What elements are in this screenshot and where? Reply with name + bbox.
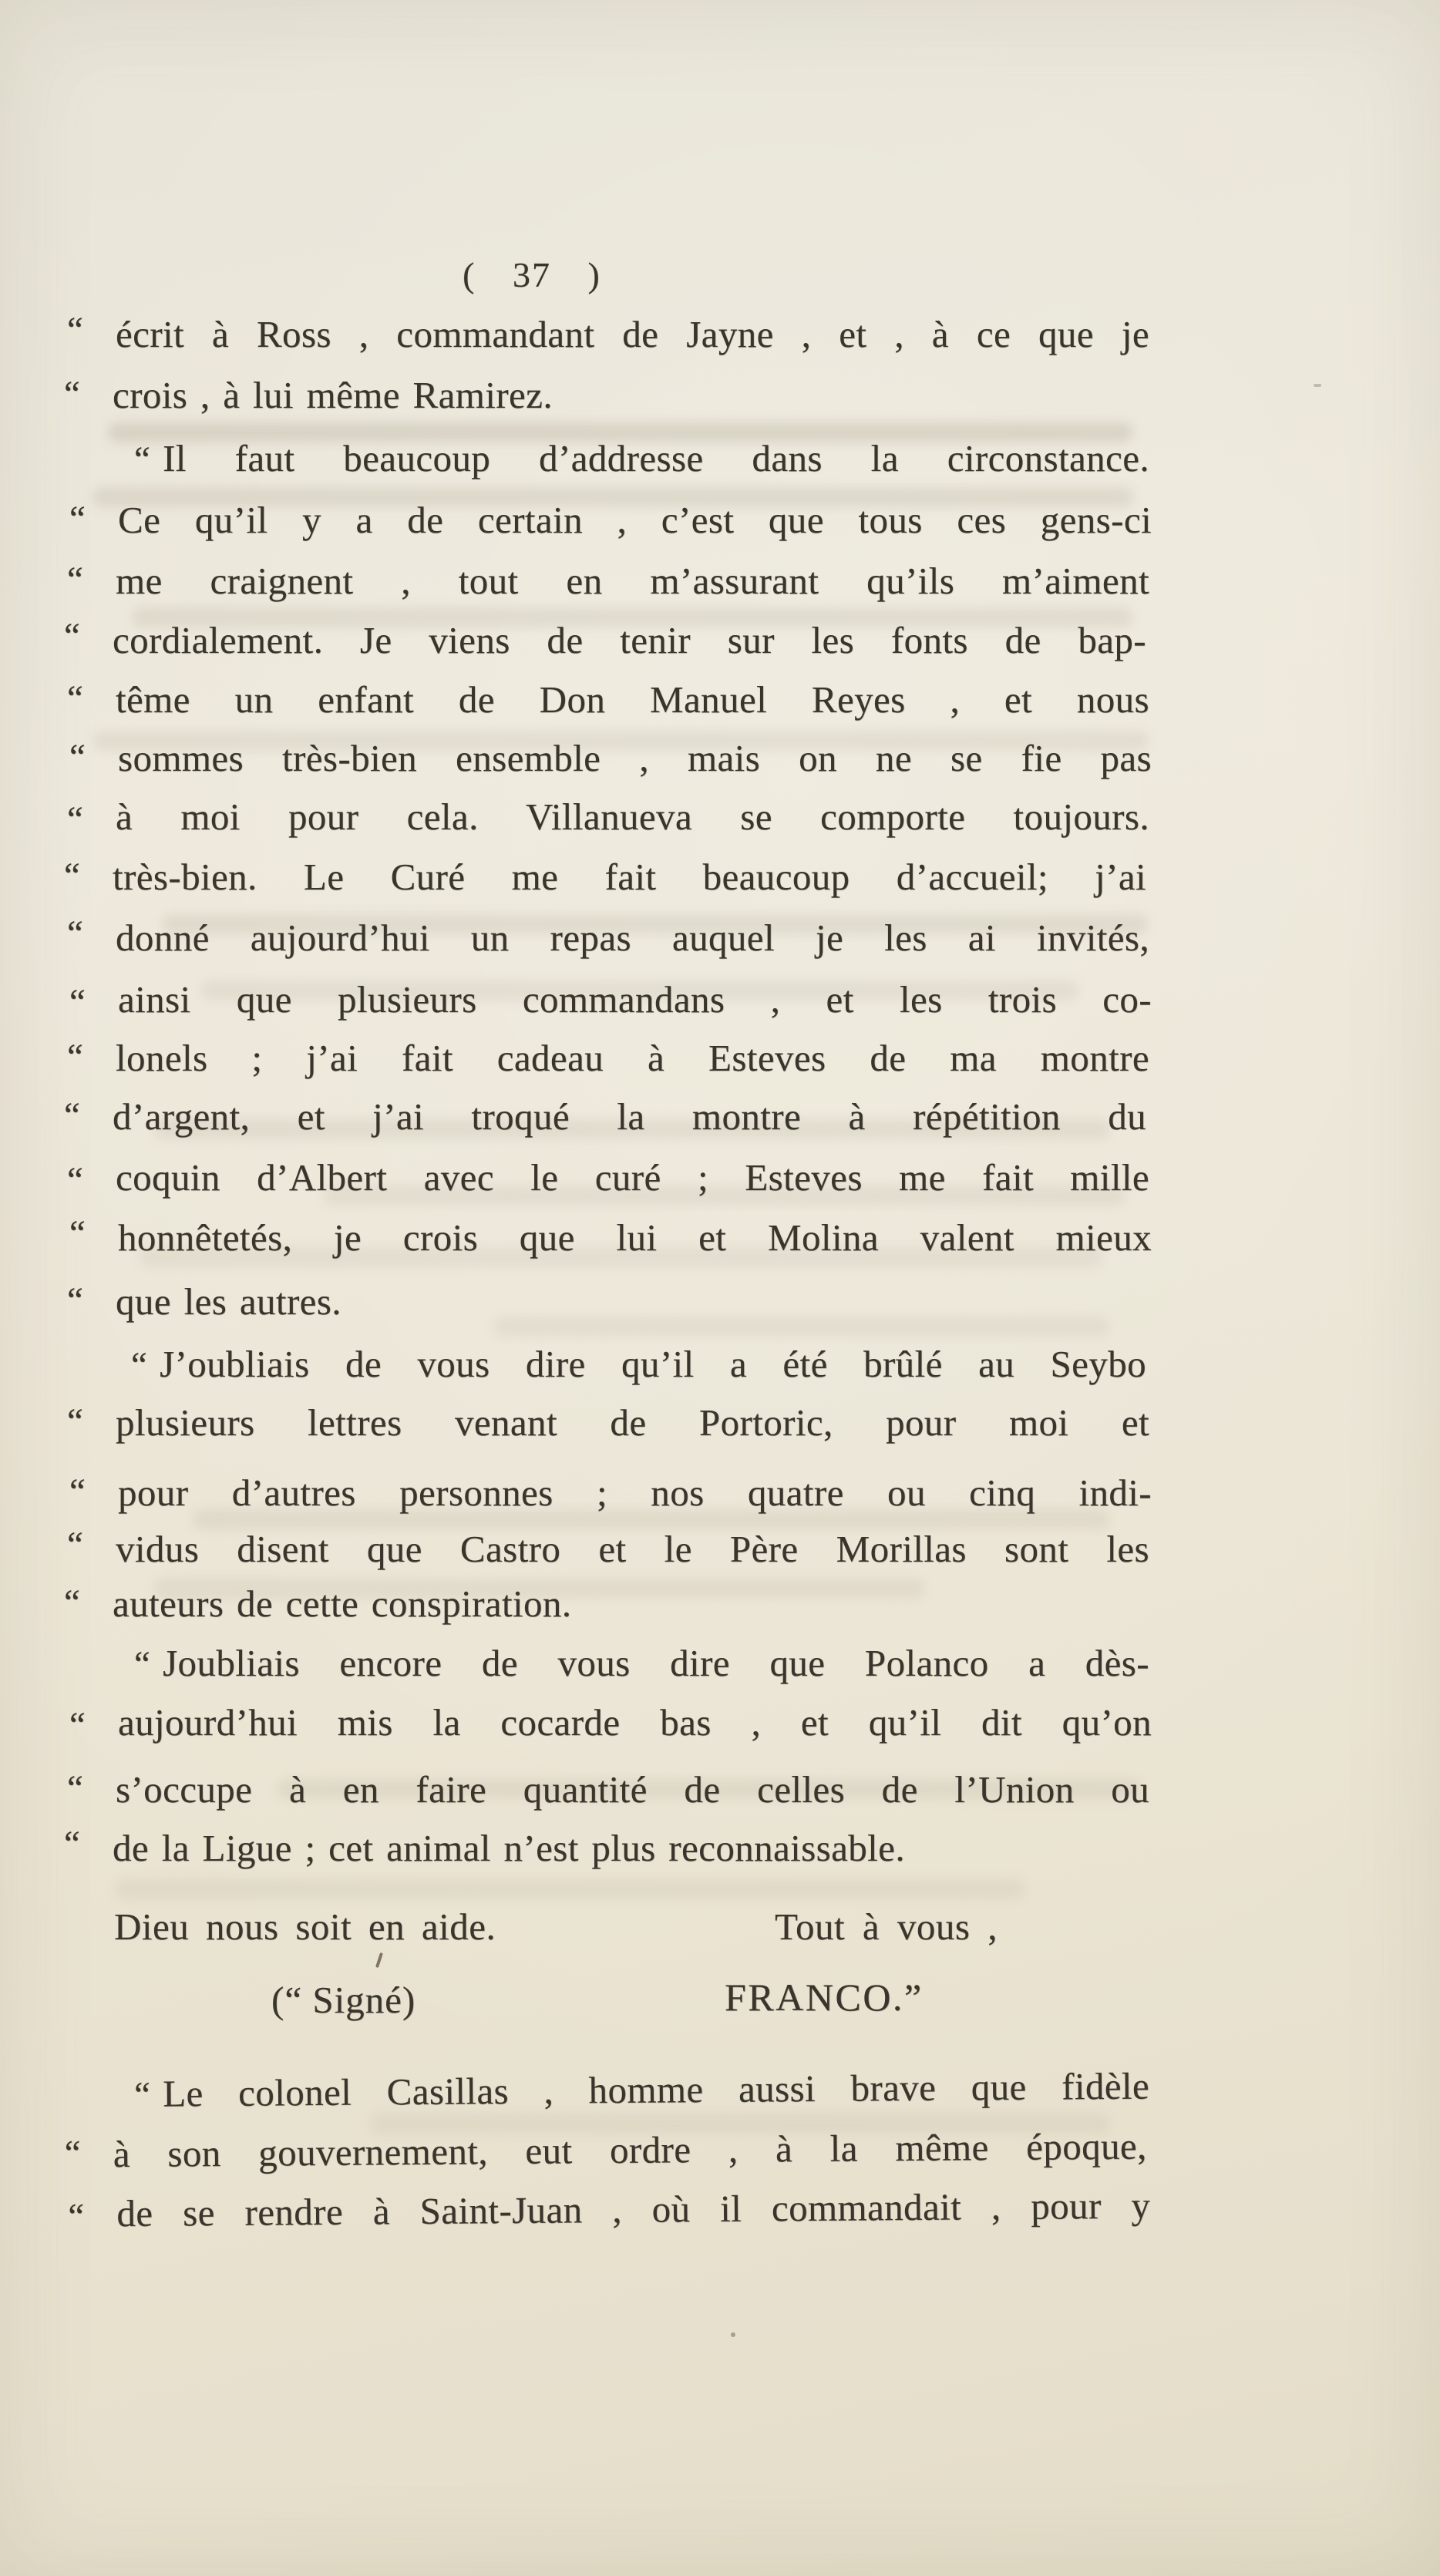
closing-salutation: Tout à vous , [775,1905,998,1948]
line-text: d’argent, et j’ai troqué la montre à répétition du [113,1095,1146,1138]
open-quote: “ [134,440,151,479]
open-quote: “ [64,2134,81,2174]
open-quote: “ [67,1037,84,1077]
line-text: sommes très-bien ensemble , mais on ne se fie pas [118,737,1152,779]
open-quote: “ [67,311,84,350]
open-quote: “ [68,2197,85,2237]
open-quote: “ [134,1645,151,1684]
open-quote: “ [67,1525,84,1565]
open-quote: “ [67,914,84,953]
line-text: coquin d’Albert avec le curé ; Esteves me fait mille [116,1156,1149,1199]
line-text: à moi pour cela. Villanueva se comporte toujours. [116,795,1149,838]
line-text: à son gouvernement, eut ordre , à la même époque, [113,2124,1147,2176]
line-text: très-bien. Le Curé me fait beaucoup d’accueil; j’ai [113,856,1146,898]
open-quote: “ [64,617,81,656]
closing-invocation: Dieu nous soit en aide. [114,1905,496,1948]
line-text: de se rendre à Saint-Juan , où il commandait , pour y [116,2184,1151,2235]
text-line [64,2124,1147,2184]
line-text: écrit à Ross , commandant de Jayne , et , à ce que je [116,313,1149,355]
line-text: auteurs de cette conspiration. [113,1582,572,1625]
page-number: ( 37 ) [463,255,601,294]
open-quote: “ [69,1214,86,1253]
line-text: Il faut beaucoup d’addresse dans la circonstance. [163,437,1149,479]
line-text: aujourd’hui mis la cocarde bas , et qu’il dit qu’on [118,1701,1152,1744]
line-text: J’oubliais de vous dire qu’il a été brûlé au Seybo [160,1343,1146,1385]
line-text: Le colonel Casillas , homme aussi brave que fidèle [162,2064,1150,2115]
open-quote: “ [64,856,81,896]
open-quote: “ [64,375,81,414]
open-quote: “ [133,2075,151,2115]
open-quote: “ [67,1769,84,1808]
open-quote: “ [69,983,86,1022]
line-text: me craignent , tout en m’assurant qu’ils m’aiment [116,560,1149,602]
line-text: Ce qu’il y a de certain , c’est que tous ces gens-ci [118,499,1152,541]
open-quote: “ [69,499,86,539]
open-quote: “ [64,1583,81,1623]
text-line [68,2184,1151,2243]
open-quote: “ [67,1161,84,1200]
open-quote: “ [67,679,84,718]
line-text: plusieurs lettres venant de Portoric, pour moi et [116,1401,1149,1444]
line-text: honnêtetés, je crois que lui et Molina valent mieux [118,1216,1152,1259]
line-text: tême un enfant de Don Manuel Reyes , et nous [116,678,1149,721]
line-text: crois , à lui même Ramirez. [113,374,553,416]
open-quote: “ [67,800,84,839]
text-line [116,2064,1149,2124]
open-quote: “ [67,1402,84,1441]
line-text: s’occupe à en faire quantité de celles de l’Union ou [116,1768,1149,1811]
line-text: que les autres. [116,1280,341,1323]
line-text: cordialement. Je viens de tenir sur les fonts de bap- [113,619,1146,661]
line-text: lonels ; j’ai fait cadeau à Esteves de ma montre [116,1037,1149,1079]
open-quote: “ [64,1824,81,1864]
line-text: vidus disent que Castro et le Père Morillas sont les [116,1528,1149,1570]
signature-name: FRANCO.” [725,1976,924,2019]
line-text: donné aujourd’hui un repas auquel je les ai invités, [116,916,1149,959]
line-text: ainsi que plusieurs commandans , et les trois co- [118,978,1152,1021]
open-quote: “ [69,1706,86,1745]
open-quote: “ [69,1472,86,1512]
signed-label: (“ Signé) [271,1979,416,2021]
line-text: pour d’autres personnes ; nos quatre ou cinq indi- [118,1471,1152,1514]
open-quote: “ [67,560,84,600]
line-text: de la Ligue ; cet animal n’est plus reconnaissable. [113,1827,905,1869]
open-quote: “ [69,738,86,777]
line-text: Joubliais encore de vous dire que Polanco a dès- [163,1642,1149,1684]
open-quote: “ [67,1281,84,1320]
open-quote: “ [131,1346,148,1385]
open-quote: “ [64,1096,81,1135]
